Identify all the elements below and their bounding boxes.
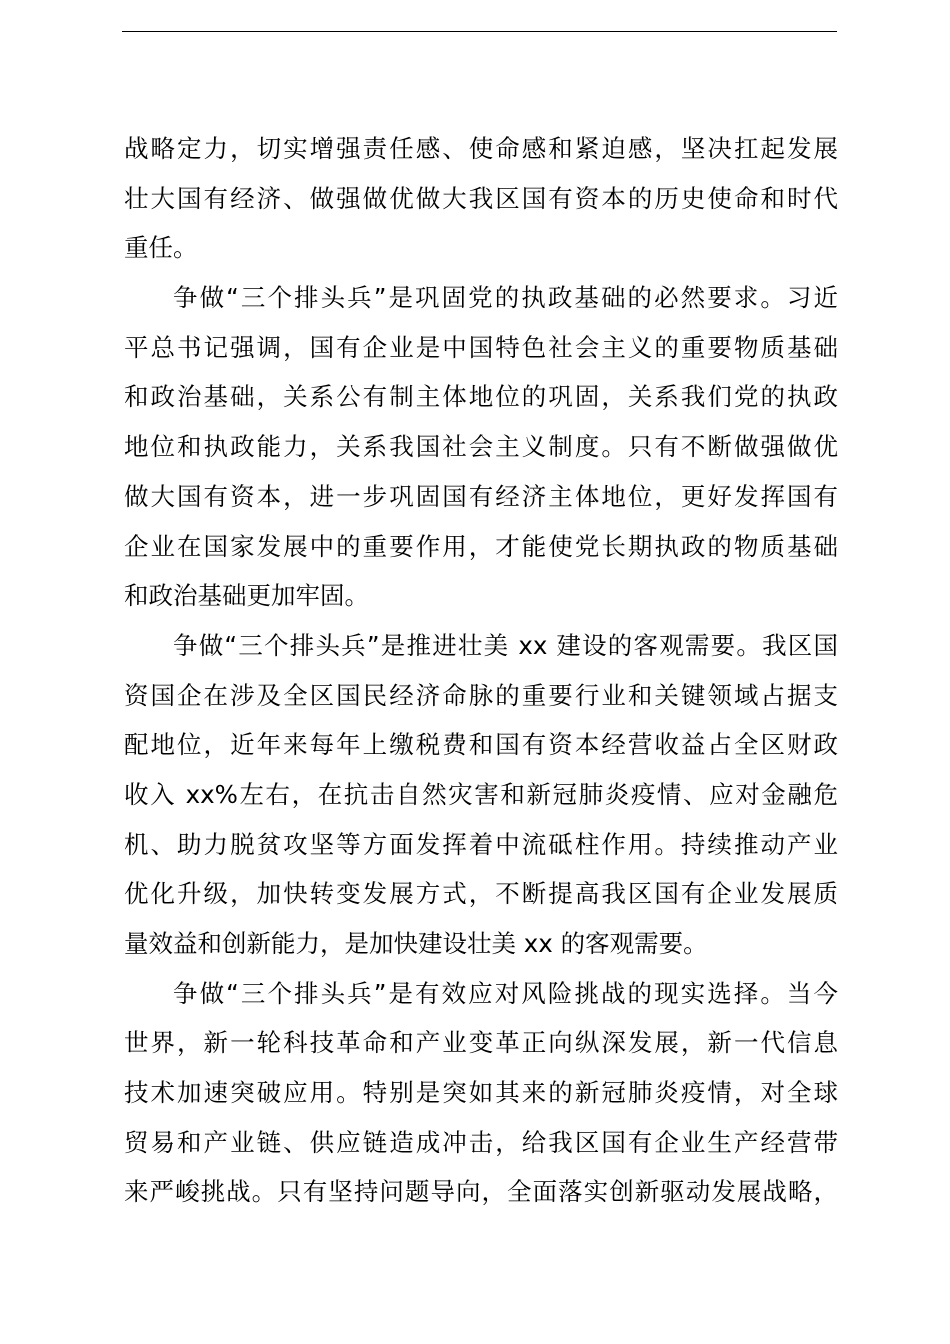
text-line: 战略定力，切实增强责任感、使命感和紧迫感，坚决扛起发展 [124, 134, 838, 163]
text-line: 平总书记强调，国有企业是中国特色社会主义的重要物质基础 [124, 332, 838, 362]
text-line: 机、助力脱贫攻坚等方面发挥着中流砥柱作用。持续推动产业 [124, 829, 838, 859]
text-line: 和政治基础，关系公有制主体地位的巩固，关系我们党的执政 [124, 382, 838, 412]
text-line: 优化升级，加快转变发展方式，不断提高我区国有企业发展质 [124, 879, 838, 909]
text-line: 企业在国家发展中的重要作用，才能使党长期执政的物质基础 [124, 531, 838, 561]
paragraph-start-line: 争做“三个排头兵”是有效应对风险挑战的现实选择。当今 [173, 978, 838, 1008]
text-line: 量效益和创新能力，是加快建设壮美 xx 的客观需要。 [124, 929, 708, 958]
text-line: 和政治基础更加牢固。 [124, 581, 369, 611]
text-line: 地位和执政能力，关系我国社会主义制度。只有不断做强做优 [124, 432, 838, 462]
text-line: 重任。 [124, 233, 198, 263]
header-rule [122, 31, 837, 32]
text-line: 做大国有资本，进一步巩固国有经济主体地位，更好发挥国有 [124, 481, 838, 511]
text-line: 世界，新一轮科技革命和产业变革正向纵深发展，新一代信息 [124, 1028, 838, 1058]
text-line: 贸易和产业链、供应链造成冲击，给我区国有企业生产经营带 [124, 1127, 838, 1157]
text-line: 技术加速突破应用。特别是突如其来的新冠肺炎疫情，对全球 [124, 1078, 838, 1108]
text-line: 来严峻挑战。只有坚持问题导向，全面落实创新驱动发展战略， [124, 1177, 838, 1207]
document-body [124, 124, 838, 1217]
text-line: 配地位，近年来每年上缴税费和国有资本经营收益占全区财政 [124, 730, 838, 760]
text-line: 收入 xx%左右，在抗击自然灾害和新冠肺炎疫情、应对金融危 [124, 779, 838, 809]
text-line: 壮大国有经济、做强做优做大我区国有资本的历史使命和时代 [124, 183, 838, 213]
paragraph-start-line: 争做“三个排头兵”是推进壮美 xx 建设的客观需要。我区国 [173, 630, 838, 660]
text-line: 资国企在涉及全区国民经济命脉的重要行业和关键领域占据支 [124, 680, 838, 710]
paragraph-start-line: 争做“三个排头兵”是巩固党的执政基础的必然要求。习近 [173, 283, 838, 313]
